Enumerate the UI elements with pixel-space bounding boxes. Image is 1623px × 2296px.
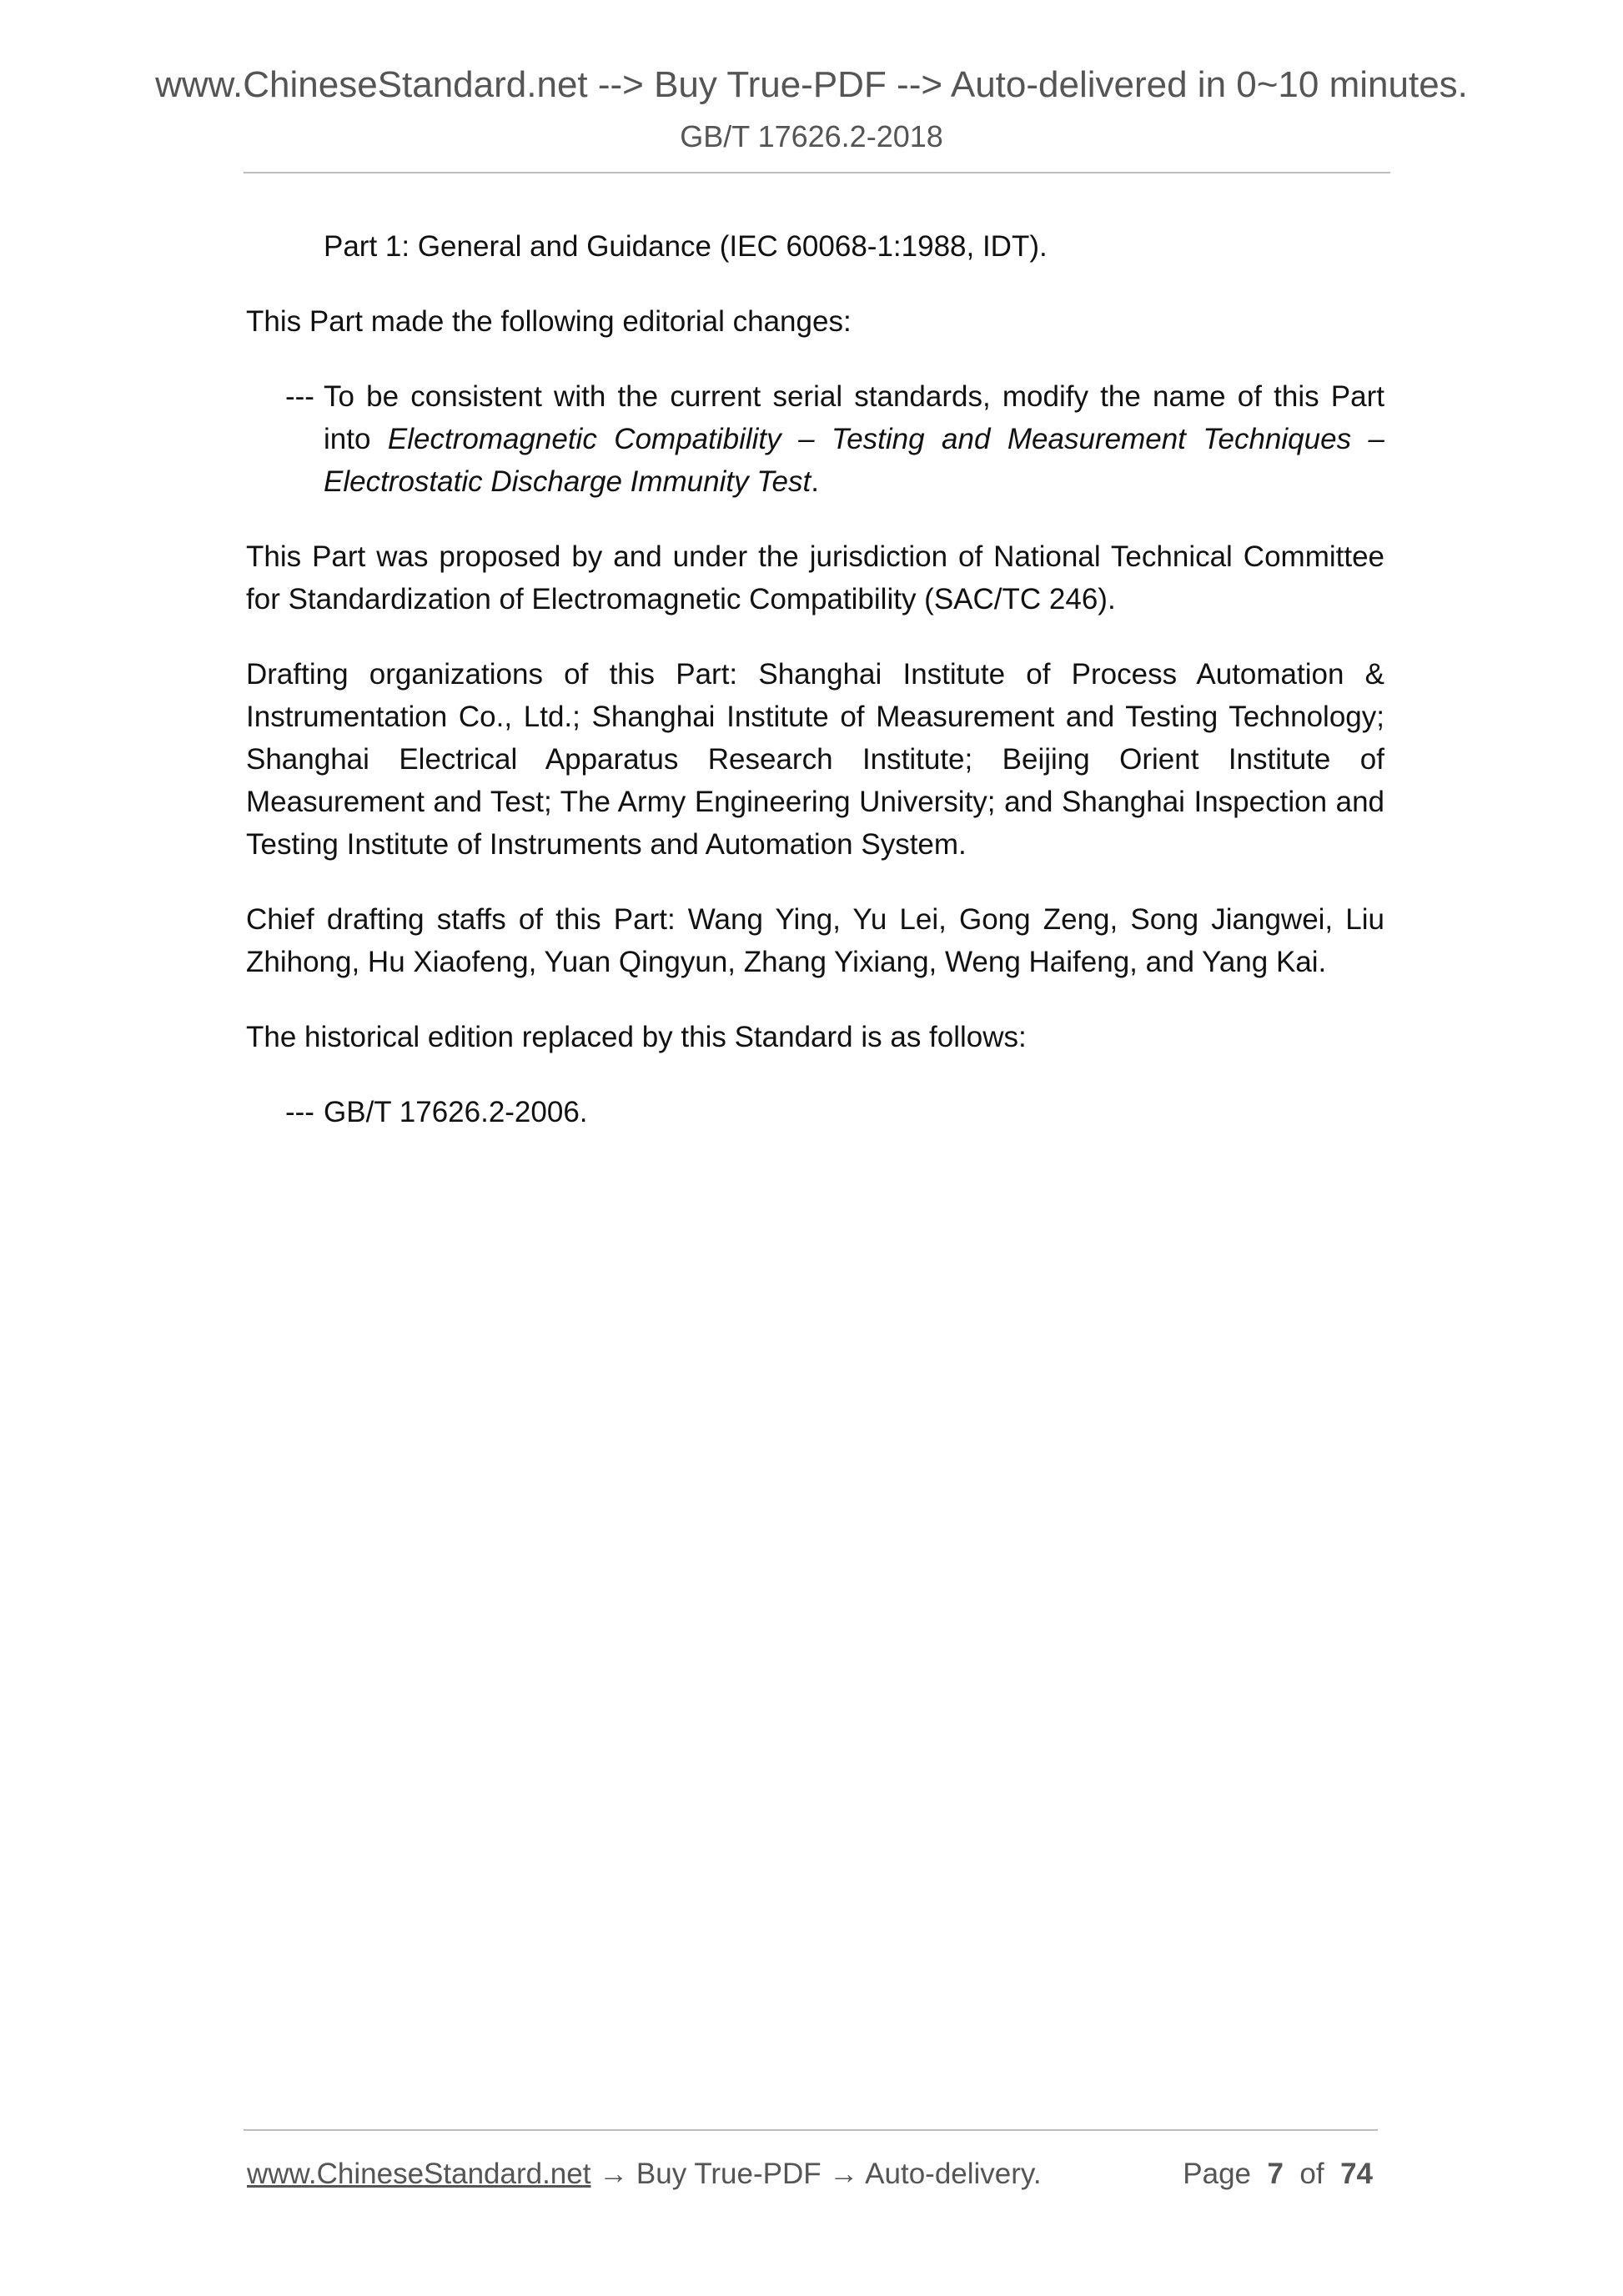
header-divider [244,172,1390,173]
historical-edition-text: GB/T 17626.2-2006. [324,1096,588,1128]
chief-drafting-staff-paragraph: Chief drafting staffs of this Part: Wang Ying, Yu Lei, Gong Zeng, Song Jiangwei, Liu Zhihong, Hu Xiaofeng, Yuan Qingyun, Zhang Yixiang, Weng Haifeng, and Yang Kai. [246,903,1384,978]
historical-edition-item [246,1091,1384,1133]
list-dash: --- [285,380,314,413]
header-banner: www.ChineseStandard.net --> Buy True-PDF --> Auto-delivered in 0~10 minutes. [155,64,1468,105]
editorial-change-item [246,375,1384,503]
part1-reference: Part 1: General and Guidance (IEC 60068-1:1988, IDT). [324,230,1048,263]
of-label: of [1299,2158,1324,2190]
historical-edition-intro: The historical edition replaced by this Standard is as follows: [246,1021,1027,1053]
footer-divider [244,2129,1378,2131]
change-suffix: . [811,465,819,498]
drafting-organizations-paragraph: Drafting organizations of this Part: Shanghai Institute of Process Automation & Instrumentation Co., Ltd.; Shanghai Institute of Measurement and Testing Technology; Shanghai Electrical Apparatus Research Institute; Beijing Orient Institute of Measurement and Test; The Army Engineering University; and Shanghai Inspection and Testing Institute of Instruments and Automation System. [246,658,1384,861]
standard-code: GB/T 17626.2-2018 [680,119,943,153]
page-body [246,225,1384,1166]
standard-title: Electromagnetic Compatibility – Testing and Measurement Techniques – Electrostatic Discharge Immunity Test [324,423,1384,498]
change-text: To be consistent with the current serial standards, modify the name of this Part into [324,380,1384,455]
editorial-changes-intro: This Part made the following editorial changes: [246,305,852,338]
footer-promo [247,2154,1042,2194]
total-pages: 74 [1340,2158,1373,2190]
page-indicator [1183,2154,1373,2194]
page-label: Page [1183,2158,1252,2190]
current-page-number: 7 [1267,2158,1284,2190]
footer-promo-text: → Buy True-PDF → Auto-delivery. [590,2158,1042,2190]
footer-site-link[interactable]: www.ChineseStandard.net [247,2158,591,2190]
list-dash: --- [285,1096,314,1128]
proposed-paragraph: This Part was proposed by and under the jurisdiction of National Technical Committee for Standardization of Electromagnetic Compatibility (SAC/TC 246). [246,540,1384,615]
